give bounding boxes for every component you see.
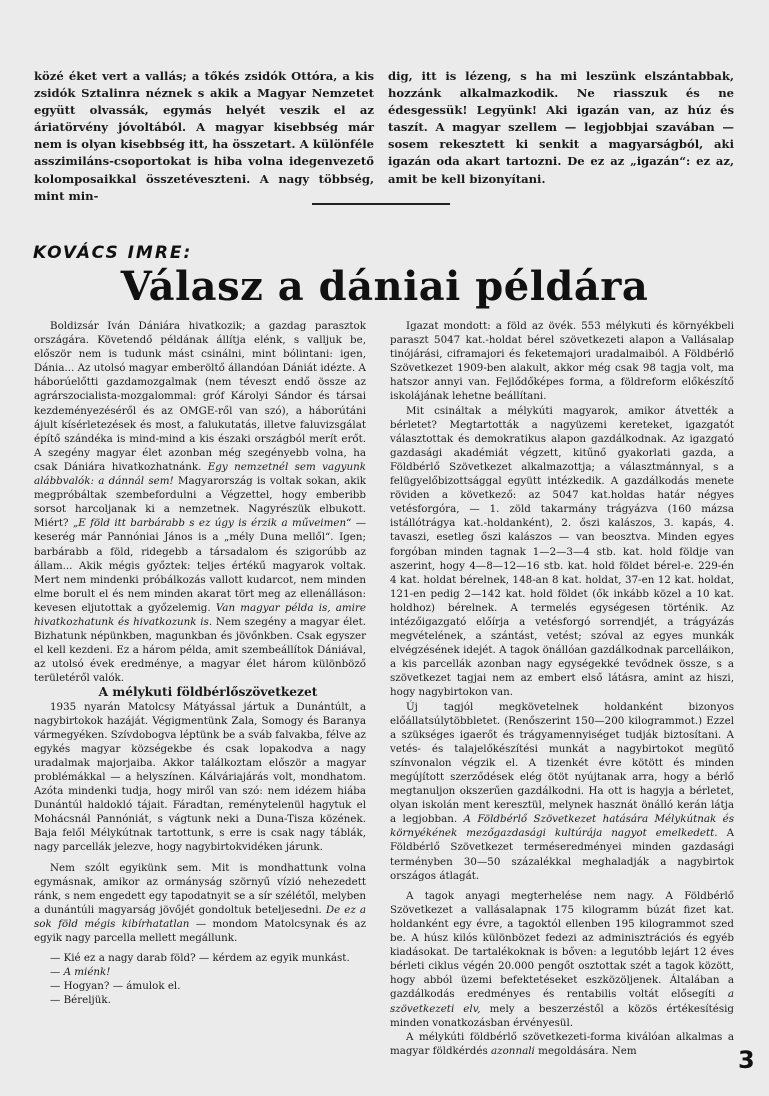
dialog-line: — Béreljük. (50, 994, 111, 1007)
article-column-right (390, 319, 734, 1058)
continued-text-right (388, 68, 734, 188)
article-title: Válasz a dániai példára (120, 263, 649, 310)
paragraph: Boldizsár Iván Dániára hivatkozik; a gazdag parasztok országára. Követendő példának állítja elénk, s valljuk be, először nem is tudunk mást csinálni, mint bólintani: igen, Dánia... Az utolsó magyar emberöltő állandóan Dániát idézte. A háborúelőtti gazdamozgalmak (nem téveszt endő össze az agrárszocialista-mozgalommal: gróf Károlyi Sándor és társai kezdeményezéséről és az OMGE-ről van szó), a háborútáni ájult kísérletezések és most, a falukutatás, illetve faluvizsgálat építő szándéka is mind-mind a kis északi országból merít erőt. A szegény magyar élet azonban még szegényebb volna, ha csak Dániára hivatkozhatnánk. Egy nemzetnél sem vagyunk alábbvalók: a dánnál sem! Magyarország is voltak sokan, akik megpróbáltak szembefordulni a Végzettel, hogy emberibb sorsot harcoljanak ki a nemzetnek. Nagyrészük elbukott. Miért? „E föld itt barbárabb s ez úgy is érzik a műveimen“ — keserég már Pannóniai János is a „mély Duna mellől“. Igen; barbárabb a föld, ridegebb a társadalom és szigorúbb az állam... Akik mégis győztek: teljes értékű magyarok voltak. Mert nem mindenki próbálkozás vallott kudarcot, nem minden elme borult el és nem minden akarat tört meg az ellenálláson: kevesen eljutottak a győzelemig. Van magyar példa is, amire hivatkozhatunk és hivatkozunk is. Nem szegény a magyar élet. Bizhatunk népünkben, magunkban és jövőnkben. Csak egyszer el kell kezdeni. Ez a három példa, amit szembeállítok Dániával, az utolsó évek eredménye, a magyar élet három különböző területéről valók. (34, 320, 367, 685)
article-column-left (34, 319, 366, 1008)
paragraph: A tagok anyagi megterhelése nem nagy. A Földbérlő Szövetkezet a vallásalapnak 175 kilogramm búzát fizet kat. holdanként egy évre, a tagoktól ellenben 195 kilogrammot szed be. A húsz kilós különbözet fedezi az adminisztrációs és egyéb kiadásokat. De tartalékoknak is bőven: a legutóbb lejárt 12 éves bérleti ciklus végén 20.000 pengőt osztottak szét a tagok között, hogy abból üzemi befektetéseket eszközöljenek. Általában a gazdálkodás eredményes és rentabilis voltát elősegíti a szövetkezeti elv, mely a beszerzéstől a közös értékesítésig minden vonatkozásban érvényesül. (390, 889, 734, 1029)
paragraph: 1935 nyarán Matolcsy Mátyással jártuk a Dunántúlt, a nagybirtokok hazáját. Végigmentünk Zala, Somogy és Baranya vármegyéken. Szívdobogva léptünk be a sváb falvakba, félve az egykés magyar községekbe és csak lopakodva a nagy uradalmak majorjaiba. Akkor találkoztam először a magyar problémákkal — a helyszínen. Kálváriajárás volt, mondhatom. Azóta mindenki tudja, hogy miről van szó: nem idézem hiába Dunántúl haldokló tájait. Fáradtan, reménytelenül hagytuk el Mohácsnál Pannóniát, s vágtunk neki a Duna-Tisza közének. Baja felől Mélykútnak tartottunk, s erre is csak nagy táblák, nagy parcellák jelezve, hogy nagybirtokvidéken járunk. (34, 700, 366, 854)
dialog-line: — A miénk! (50, 966, 111, 979)
section-title: A mélykuti földbérlőszövetkezet (98, 685, 318, 700)
page-number: 3 (738, 1046, 755, 1074)
continued-paragraph-left: közé éket vert a vallás; a tőkés zsidók Ottóra, a kis zsidók Sztalinra néznek s akik a Magyar Nemzetet együtt olvassák, egymás helyét veszik el az áriatörvény jóvoltából. A magyar kisebbség már nem is olyan kisebbség itt, ha összetart. A különféle asszimiláns-csoportokat is hiba volna idegenvezető kolomposaikkal összetéveszteni. A nagy többség, mint min- (34, 69, 374, 203)
article-author: KOVÁCS IMRE: (33, 243, 193, 263)
paragraph: Igazat mondott: a föld az övék. 553 mélykuti és környékbeli paraszt 5047 kat.-holdat bérel szövetkezeti alapon a Vallásalap tinójárási, ciframajori és feketemajori uradalmaiból. A Földbérlő Szövetkezet 1909-ben alakult, akkor még csak 98 tagja volt, ma hatszor annyi van. Fejlődőképes forma, a földreform előkészítő iskolájának lehetne beállítani. (390, 320, 734, 403)
section-divider (312, 203, 450, 205)
dialog-line: — Kié ez a nagy darab föld? — kérdem az egyik munkást. (50, 952, 350, 965)
continued-paragraph-right: dig, itt is lézeng, s ha mi leszünk elszántabbak, hozzánk alkalmazkodik. Ne riasszuk és ne édesgessük! Legyünk! Aki igazán van, az húz és taszít. A magyar szellem — legjobbjai szavában — sosem rekesztett ki senkit a magyarságból, aki igazán oda akart tartozni. De ez az „igazán“: ez az, amit be kell bizonyítani. (388, 69, 734, 186)
paragraph: A mélykúti földbérlő szövetkezeti-forma kiválóan alkalmas a magyar földkérdés azonnali megoldására. Nem (390, 1030, 734, 1057)
paragraph: Mit csináltak a mélykúti magyarok, amikor átvették a bérletet? Megtartották a nagyüzemi kereteket, igazgatót választottak és demokratikus alapon gazdálkodnak. Az igazgató gazdasági akadémiát végzett, kitűnő gyakorlati gazda, a Földbérlő Szövetkezet alkalmazottja; a választmánnyal, s a felügyelőbizottsággal együtt intézkedik. A gazdálkodás menete röviden a következő: az 5047 kat.holdas határ négyes vetésforgóra, — 1. zöld takarmány trágyázva (160 mázsa istállótrágya kat.-holdanként), 2. őszi kalászos, 3. kapás, 4. tavaszi, esetleg őszi kalászos — van beosztva. Minden egyes forgóban minden tagnak 1—2—3—4 stb. kat. hold földje van aszerint, hogy 4—8—12—16 stb. kat. hold földet bérel-e. 229-én 4 kat. holdat bérelnek, 148-an 8 kat. holdat, 37-en 12 kat. holdat, 121-en pedig 2—142 kat. hold földet (ők inkább közel a 10 kat. holdhoz) bérelnek. A termelés egységesen történik. Az intézőigazgató előírja a vetésforgó sorrendjét, a trágyázás megvételének, a szántást, vetést; szóval az egyes munkák elvégzésének idejét. A tagok önállóan gazdálkodnak parcelláikon, a kis parcellák azonban nagy egységekké tevődnek össze, s a szövetkezet tagjai nem az embert első látásra, amint az hiszi, hogy nagybirtokon van. (390, 404, 734, 699)
paragraph: Nem szólt egyikünk sem. Mit is mondhattunk volna egymásnak, amikor az ormányság szörnyű vízió nehezedett ránk, s nem engedett egy tapodatnyit se a sír szélétől, melyben a dunántúli magyarság jövőjét gondoltuk beteljesedni. De ez a sok föld mégis kibírhatatlan — mondom Matolcsynak és az egyik nagy parcella mellett megállunk. (34, 861, 366, 945)
dialog-line: — Hogyan? — ámulok el. (50, 980, 181, 993)
paragraph: Új tagjól megkövetelnek holdanként bizonyos előállatsúlytöbbletet. (Renőszerint 150—200 kilogrammot.) Ezzel a szükséges igaerőt és trágyamennyiséget tudják biztosítani. A vetés- és talajelőkészítési munkát a nagybirtokot megütő színvonalon végzik el. A tizenkét évre kötött és minden megújított szerződések elég ötöt nyújtanak arra, hogy a bérlő megtanuljon okszerűen gazdálkodni. Ha ott is hagyja a bérletet, olyan iskolán ment keresztül, melynek hasznát önálló kerán látja a legjobban. A Földbérlő Szövetkezet hatására Mélykútnak és környékének mezőgazdasági kultúrája nagyot emelkedett. A Földbérlő Szövetkezet terméseredményei minden gazdasági terményben 30—50 százalékkal meghaladják a nagybirtok országos átlagát. (390, 700, 735, 882)
continued-text-left (34, 68, 374, 205)
